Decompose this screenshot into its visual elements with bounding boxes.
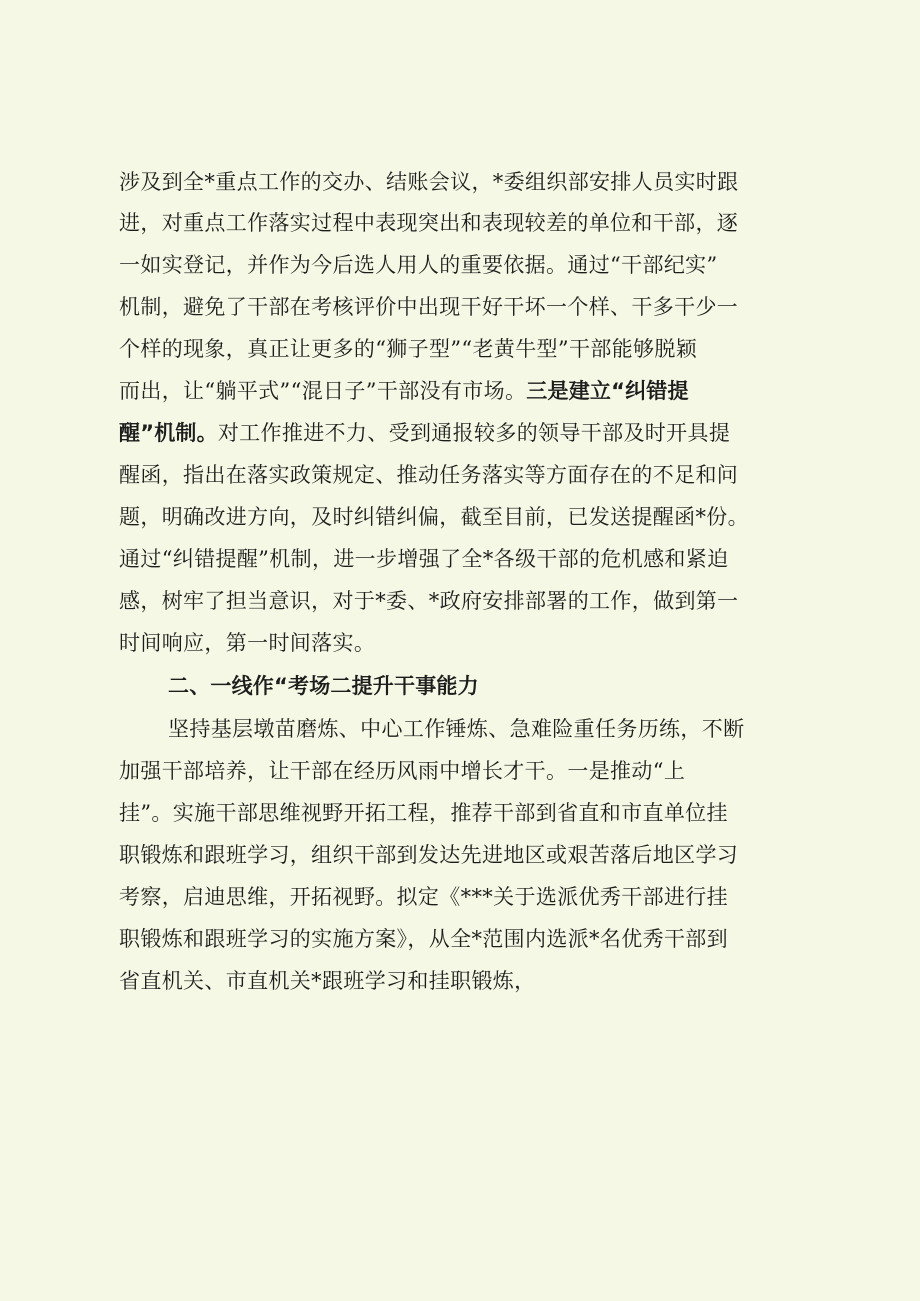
paragraph-line: 涉及到全*重点工作的交办、结账会议，*委组织部安排人员实时跟 <box>119 170 739 194</box>
paragraph-line: 省直机关、市直机关*跟班学习和挂职锻炼， <box>119 969 536 993</box>
paragraph-line: 机制，避免了干部在考核评价中出现干好干坏一个样、干多干少一 <box>119 295 739 319</box>
body-text: 而出，让“躺平式”“混日子”干部没有市场。 <box>119 379 527 403</box>
paragraph-line <box>119 376 689 406</box>
paragraph-line: 考察，启迪思维，开拓视野。拟定《***关于选派优秀干部进行挂 <box>119 885 728 909</box>
paragraph-line: 感，树牢了担当意识，对于*委、*政府安排部署的工作，做到第一 <box>119 589 739 613</box>
paragraph-line: 加强干部培养，让干部在经历风雨中增长才干。一是推动“上 <box>119 759 686 783</box>
paragraph-line: 一如实登记，并作为今后选人用人的重要依据。通过“干部纪实” <box>119 253 718 277</box>
paragraph-line: 时间响应，第一时间落实。 <box>119 631 376 655</box>
bold-lead-text: 醒”机制。 <box>119 421 218 445</box>
paragraph-line: 题，明确改进方向，及时纠错纠偏，截至目前，已发送提醒函*份。 <box>119 505 749 529</box>
body-text: 对工作推进不力、受到通报较多的领导干部及时开具提 <box>217 421 731 445</box>
bold-lead-text: 三是建立“纠错提 <box>526 379 689 403</box>
paragraph-line: 通过“纠错提醒”机制，进一步增强了全*各级干部的危机感和紧迫 <box>119 547 729 571</box>
paragraph-line: 挂”。实施干部思维视野开拓工程，推荐干部到省直和市直单位挂 <box>119 801 728 825</box>
paragraph-line: 醒函，指出在落实政策规定、推动任务落实等方面存在的不足和问 <box>119 463 739 487</box>
paragraph-line: 职锻炼和跟班学习，组织干部到发达先进地区或艰苦落后地区学习 <box>119 843 739 867</box>
section-heading: 二、一线作“考场二提升干事能力 <box>168 674 479 698</box>
paragraph-line: 个样的现象，真正让更多的“狮子型”“老黄牛型”干部能够脱颖 <box>119 337 698 361</box>
paragraph-line <box>119 418 730 448</box>
paragraph-line: 进，对重点工作落实过程中表现突出和表现较差的单位和干部，逐 <box>119 211 739 235</box>
paragraph-line: 职锻炼和跟班学习的实施方案》，从全*范围内选派*名优秀干部到 <box>119 927 728 951</box>
paragraph-line: 坚持基层墩苗磨炼、中心工作锤炼、急难险重任务历练，不断 <box>168 717 745 741</box>
